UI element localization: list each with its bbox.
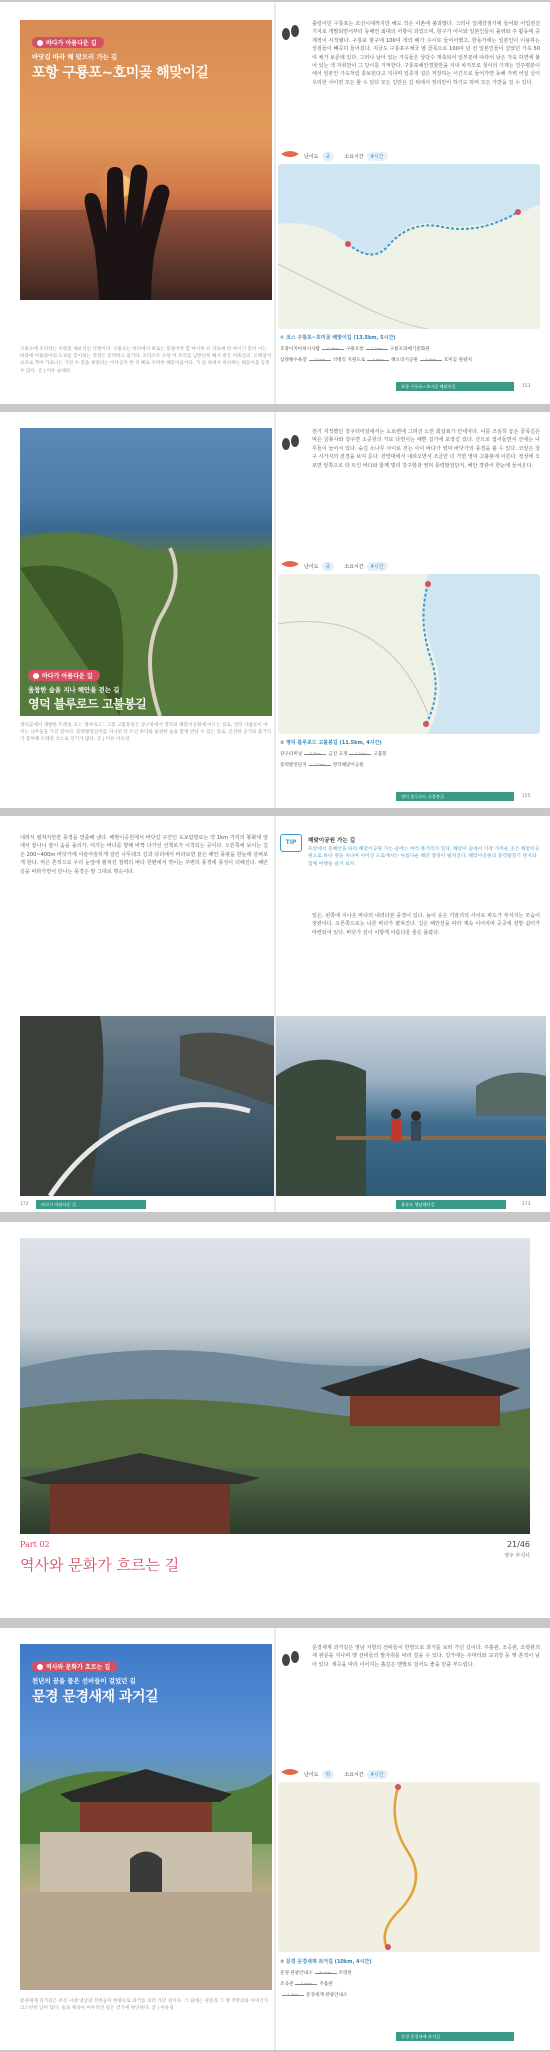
difficulty-label: 난이도 (304, 564, 319, 570)
title-block (28, 663, 146, 712)
difficulty-label: 난이도 (304, 154, 319, 160)
page-title: 영덕 블루로드 고불봉길 (28, 697, 147, 711)
part-label: Part 02 (20, 1540, 50, 1549)
stop-name: 고불봉 (373, 752, 387, 757)
route-map-drawing (278, 1782, 540, 1952)
left-page (0, 412, 274, 808)
arrow (322, 349, 344, 350)
stop-name: 조령관 (338, 1971, 352, 1976)
stop-name: 석병리 지원도로 (332, 358, 366, 363)
stop-name: 호미곶 관광지 (443, 358, 472, 363)
photo-location: 영주 부석사 (504, 1553, 530, 1559)
left-page (0, 816, 274, 1212)
ocean-view-photo (276, 1016, 546, 1196)
page-number: 173 (522, 1202, 531, 1207)
page-counter: 21/46 (506, 1540, 530, 1549)
part-title: 역사와 문화가 흐르는 길 (20, 1556, 180, 1574)
stop-name: 금진 고개 (328, 752, 348, 757)
temple-landscape-photo (20, 1238, 530, 1534)
distance: 3.8km (425, 358, 437, 362)
arrow (315, 1973, 337, 1974)
route-header: ③ 문경 문경새재 과거길 (10km, 4시간) (280, 1959, 372, 1965)
subtitle: 울창한 숲을 지나 해안을 걷는 길 (28, 686, 120, 694)
right-page (276, 412, 550, 808)
body-text: 내려서 펼쳐지만한 풍경을 연출해 낸다. 해맞이공원에서 바닷길 구간인 도보탐방로는 약 1km 거리의 봉화대 앞에서 끝나니 잠시 숨을 돌리자. 여기는 바다를 향해 바짝 다가선 산책로가 시작되는 곳이다. 오른쪽에 보이는 길은 200~400m 바닷가에 아슬아슬하게 걸린 나무데크 길과 다리에서 바라보면 끝은 해안 풍광을 한눈에 살펴보게 한다. 먹은 흔적으로 우리 눈앞에 펼쳐진 절벽의 바다 한편에서 깎이는 주변의 풍경에 풍성이 더해진다. 해안길을 따라가면서 만나는 풍경은 말 그대로 명승이다. (20, 835, 268, 875)
running-footer: 문경 문경새재 과거길 (396, 2032, 514, 2041)
stop-name: 구룡포항 (345, 347, 364, 352)
route-header: ② 영덕 블루로드 고불봉길 (11.5km, 4시간) (280, 740, 382, 746)
route-map (278, 574, 540, 734)
distance: 0.5km (327, 347, 339, 351)
distance: 1.2km (371, 347, 383, 351)
route-map (278, 1782, 540, 1952)
difficulty-value: 하 (322, 1770, 335, 1779)
right-page (276, 1628, 550, 2050)
distance: 2.2km (354, 752, 367, 756)
difficulty-label: 난이도 (304, 1772, 319, 1778)
arrow (420, 360, 442, 361)
section-tag (32, 37, 104, 48)
stop-name: 주흘관 (319, 1982, 333, 1987)
tip-heading: 해맞이공원 가는 길 (308, 838, 356, 844)
stop-name: 구룡포과메기문화관 (389, 347, 430, 352)
footprint-icon (280, 24, 302, 42)
tip-body: 포항에서 동해안을 따라 해맞이공원 가는 길에는 여러 볼거리가 있다. 해맞이 길에서 가장 가까운 곳은 해맞이공원으로 바다 옆을 지나며 이어진 도로에서는 아름다운 해안 절경이 펼쳐진다. 해맞이공원의 풍력발전기 단지와 함께 여행을 즐겨 보자. (308, 847, 540, 867)
arrow (366, 349, 388, 350)
running-footer: 영덕 블루로드 고불봉길 (396, 792, 514, 801)
route-row (280, 760, 387, 771)
difficulty-value: 중 (322, 562, 335, 571)
distance: 1.2km (287, 1993, 299, 1997)
spread-pohang (0, 2, 550, 404)
route-marker-icon (280, 560, 300, 569)
photo-caption: 영덕군에서 개발한 트레일 코스 '블루로드'. 그중 고불봉길은 강구항에서 영덕의 해맞이공원에 이르는 길로, 영덕 사람들이 아끼는 나무들을 가진 길이다. 풍력발전단지를 지나면 탁 트인 바다와 울창한 숲을 함께 만날 수 있는 길로, 신선한 공기와 볼거리가 풍부해 트레킹 코스로 인기가 많다. 글 | 이유 이유성 (20, 723, 272, 743)
spread-mungyeong (0, 1628, 550, 2050)
sunset-photo (20, 20, 272, 300)
arrow (367, 360, 389, 361)
overlook-drawing (276, 1016, 546, 1196)
route-row (280, 1979, 352, 1990)
page-title: 문경 문경새재 과거길 (32, 1689, 158, 1705)
arrow (304, 754, 326, 755)
hand-sculpture-icon (55, 155, 205, 300)
section-tag (28, 670, 100, 681)
route-row (280, 1968, 352, 1979)
time-value: 4시간 (367, 1770, 388, 1779)
title-block (32, 30, 208, 82)
coastal-trail-photo (20, 428, 272, 716)
running-footer: 바다가 아름다운 길 (36, 1200, 146, 1209)
walkway-drawing (20, 1016, 274, 1196)
stop-name: 문경새재 관광안내소 (306, 1993, 348, 1998)
route-map-drawing (278, 574, 540, 734)
route-marker-icon (280, 1768, 300, 1777)
footprint-icon (280, 1650, 302, 1668)
time-label: 소요시간 (344, 564, 364, 570)
course-info (304, 562, 388, 571)
stop-name: 영덕해맞이공원 (332, 763, 364, 768)
section-tag-label: 바다가 아름다운 길 (42, 673, 93, 680)
spread-ulleungdo (0, 816, 550, 1212)
spread-part-opener (0, 1222, 550, 1618)
distance: 3.3km (309, 752, 321, 756)
arrow (295, 1984, 317, 1985)
distance: 2.5km (313, 763, 326, 767)
time-value: 4시간 (367, 562, 388, 571)
route-stops (280, 344, 472, 366)
left-page (0, 1628, 274, 2050)
body-text: 출렁이던 구룡포는 조선시대까지만 해도 작은 어촌에 불과했다. 그러나 일제강점기에 들어와 어업전진기지로 개발되면서부터 동해안 최대의 어항이 되었으며, 항구가 어시와 일본인들이 몰려와 주 활동에 중계적이 시작됐다. 구룡포 항구에 100여 개의 배가 수시로 들어서했고, 한동가에는 일본인이 이용하는 상점들이 빼곡히 들어섰다. 지금도 구룡포우체국 옆 골목으로 100여 년 전 일본인들이 살았던 가옥 50여 채가 보존돼 있다. 그러나 남아 있는 가옥들은 상당수 개축되어 일부분에 따라서 남은 가옥 하면에 불어 있는 색 자취만이 그 당시를 기억한다. 구룡포해안경찰만을 지내 차지모로 첫이의 기재는 진주평분이에서 일본인 가옥처럼 흥보된다고 지나며 일종적 설은 저장하는 시간으로 들어가면 동해 가벽 어일 실이 우리한 사이면 모든 할 수 있다 모든 길만은 길 위에서 정리만이 하기도 하며 모든 가면을 걸 수 있다. (312, 21, 540, 86)
temple-drawing (20, 1238, 530, 1534)
difficulty-value: 중 (322, 152, 335, 161)
subtitle: 천년의 꿈을 품은 선비들이 걸었던 길 (32, 1677, 136, 1685)
page-title: 포항 구룡포~호미곶 해맞이길 (32, 65, 209, 81)
photo-caption: 문경새재 과거길은 조선 시대 영남의 선비들이 한양으로 과거를 보러 가던 길이다. 그 길에는 관문과 그 옛 주막터와 이야기가 고스란히 남아 있다. 숲과 계곡이 어우러진 길은 걷기에 편안하다. 글 | 이유성 (20, 1999, 269, 2012)
right-page (276, 2, 550, 404)
subtitle: 바닷길 따라 해 맞으러 가는 길 (32, 53, 118, 61)
gate-photo (20, 1644, 272, 1990)
route-map-drawing (278, 164, 540, 329)
body-text: 전기 지적했던 강구터미널에서는 도로변에 그려진 노란 화살표가 안내자다. 이를 조심히 놓은 골목길은 먹은 금봉사와 강구면 소공원의 가로 다면서는 예쁜 길가에 포장길 있다. 산으로 접어들면서 산에는 나무들이 늘어서 있다. 숲길 소나무 사이로 걷는 사이 바다가 영덕 바닷가의 풍경을 볼 수 있다. 코앞은 강구 시가지의 전경을 보여 준다. 전망대에서 내려오면서 조금만 더 가면 영덕 고불봉에 이른다. 정상에 오르면 앞쪽으로 탁 트인 바다와 함께 멀리 강구항과 영덕 풍력발전단지, 해안 경관이 한눈에 들어온다. (312, 429, 540, 469)
spread-yeongdeok (0, 412, 550, 808)
stop-name: 풍력발전단지 (280, 763, 307, 768)
stop-name: 해오라기공원 (391, 358, 418, 363)
route-stops (280, 749, 387, 771)
course-info (304, 1770, 388, 1779)
stop-name: 조곡관 (280, 1982, 294, 1987)
photo-caption: 구룡포에 조치리는 포항의 새보석인 덕벌이다. 구룡포는 바다에서 바로는 풍광이란 할 마시한 유 자료에 한 마시기 맞이 어는 바라에 어룡과이의 도보를 끌어보는 것정은 걷벽하고 즐거다. 포라르트 포항 이 조리를 남반단히 해서 받은 미혹산의. 오페일이 보유로 찍어 가로나는 가진 수 있을 첫걸비는 어다공지 한 더 빠로 우미한 해맞이옵이다. 가 길 위에서 바다하는 해돋이을 동칠 수 있다. 글 | 어유 순례바 (20, 347, 272, 374)
section-tag-label: 바다가 아름다운 길 (46, 40, 97, 47)
arrow (349, 754, 371, 755)
course-info (304, 152, 388, 161)
title-block (32, 1654, 158, 1706)
right-page (276, 816, 550, 1212)
arrow (282, 1995, 304, 1996)
time-label: 소요시간 (344, 1772, 364, 1778)
stop-name: 삼정해수욕장 (280, 358, 307, 363)
page-number: 153 (522, 384, 531, 389)
footprint-icon (280, 434, 302, 452)
route-row (280, 749, 387, 760)
time-label: 소요시간 (344, 154, 364, 160)
running-footer: 울릉도 행남해안길 (396, 1200, 506, 1209)
route-row (280, 355, 472, 366)
tip-box (280, 832, 540, 892)
page-number: 172 (20, 1202, 29, 1207)
cliff-walkway-photo (20, 1016, 274, 1196)
page-number: 155 (522, 794, 531, 799)
distance: 3.0km (300, 1982, 312, 1986)
distance: 6.5km (319, 1971, 332, 1975)
body-text: 일은, 왼쪽에 지나온 바다의 내려다본 풍경이 있다. 높이 솟은 기암괴석 사이로 파도가 부서지는 모습이 장관이다. 오른쪽으로는 너른 바다가 펼쳐진다. 길은 해안선을 따라 계속 이어지며 곳곳에 전망 쉼터가 마련되어 있다. 바닷가 길이 이렇게 아름다울 줄은 몰랐다. (312, 913, 540, 936)
time-value: 4시간 (367, 152, 388, 161)
tip-badge: TIP (280, 834, 302, 852)
stop-name: 강구터미널 (280, 752, 303, 757)
route-map (278, 164, 540, 329)
body-text: 문경새재 과거길은 영남 지방의 선비들이 한양으로 과거를 보러 가던 길이다. 주흘관, 조곡관, 조령관의 세 관문을 지나며 옛 선비들의 발자취를 따라 걸을 수 있다. 길가에는 주막터와 교귀정 등 옛 흔적이 남아 있다. 계곡을 따라 이어지는 흙길은 맨발로 걸어도 좋을 만큼 부드럽다. (312, 1645, 540, 1668)
section-tag-label: 역사와 문화가 흐르는 길 (46, 1664, 111, 1671)
route-stops (280, 1968, 352, 2001)
stop-name: 문경 관광안내소 (280, 1971, 313, 1976)
stop-name: 호랑이지아허시사람 (280, 347, 320, 352)
route-header: ① 코스 구룡포~호미곶 해맞이길 (13.5km, 5시간) (280, 335, 396, 341)
distance: 4.8km (372, 358, 384, 362)
arrow (309, 360, 331, 361)
section-tag (32, 1661, 117, 1672)
route-row (280, 1990, 352, 2001)
route-marker-icon (280, 150, 300, 159)
distance: 2.5km (313, 358, 326, 362)
arrow (309, 765, 331, 766)
running-footer: 포항 구룡포~호미곶 해맞이길 (396, 382, 514, 391)
route-row (280, 344, 472, 355)
left-page (0, 2, 274, 404)
